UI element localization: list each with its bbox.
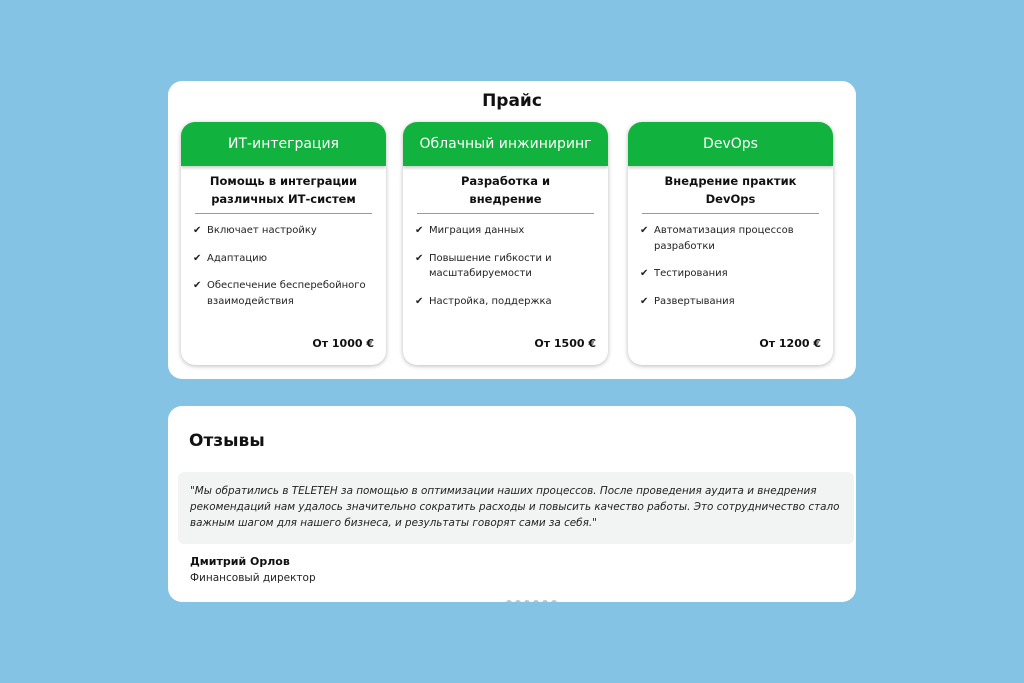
feature-item — [415, 294, 598, 310]
check-icon: ✔ — [193, 252, 202, 264]
feature-text: Миграция данных — [429, 225, 525, 236]
card-price: От 1000 € — [312, 337, 374, 350]
carousel-dot[interactable] — [515, 600, 521, 602]
review-author-name: Дмитрий Орлов — [190, 555, 290, 568]
review-quote-box — [178, 472, 854, 544]
card-subtitle: Помощь в интеграции различных ИТ-систем — [195, 172, 372, 214]
check-icon: ✔ — [193, 280, 202, 291]
feature-text: Развертывания — [654, 295, 735, 307]
carousel-dot[interactable] — [524, 600, 530, 602]
card-header: DevOps — [628, 122, 833, 166]
check-icon: ✔ — [640, 295, 649, 307]
review-author-role: Финансовый директор — [190, 572, 316, 584]
carousel-dot[interactable] — [533, 600, 539, 602]
card-subtitle: Разработка и внедрение — [417, 172, 594, 214]
carousel-dot[interactable] — [542, 600, 548, 602]
check-icon: ✔ — [415, 225, 424, 236]
check-icon: ✔ — [415, 252, 424, 264]
reviews-title: Отзывы — [189, 431, 265, 451]
check-icon: ✔ — [415, 295, 424, 307]
card-price: От 1500 € — [534, 337, 596, 350]
feature-text: Настройка, поддержка — [429, 295, 552, 307]
check-icon: ✔ — [640, 225, 649, 236]
feature-list — [628, 223, 833, 309]
check-icon: ✔ — [640, 268, 649, 279]
feature-item — [640, 294, 823, 310]
feature-item — [415, 251, 598, 282]
carousel-dots[interactable] — [506, 600, 557, 602]
feature-item — [193, 251, 376, 267]
feature-text: Тестирования — [654, 268, 728, 279]
feature-list — [181, 223, 386, 309]
feature-item — [640, 223, 823, 254]
feature-list — [403, 223, 608, 309]
card-subtitle: Внедрение практик DevOps — [642, 172, 819, 214]
reviews-panel — [168, 406, 856, 602]
pricing-card-cloud-engineering[interactable] — [403, 122, 608, 365]
card-header: Облачный инжиниринг — [403, 122, 608, 166]
feature-text: Адаптацию — [207, 252, 268, 264]
feature-text: Автоматизация процессов разработки — [654, 225, 794, 252]
feature-text: Включает настройку — [207, 225, 317, 236]
feature-item — [640, 266, 823, 282]
check-icon: ✔ — [193, 225, 202, 236]
card-header: ИТ-интеграция — [181, 122, 386, 166]
feature-item — [415, 223, 598, 239]
pricing-card-it-integration[interactable] — [181, 122, 386, 365]
card-price: От 1200 € — [759, 337, 821, 350]
review-quote: "Мы обратились в TELETEH за помощью в оптимизации наших процессов. После проведения аудита и внедрения рекомендаций нам удалось значительно сократить расходы и повысить качество работы. Это сотрудничество стало важным шагом для нашего бизнеса, и результаты говорят сами за себя." — [190, 485, 840, 529]
carousel-dot[interactable] — [551, 600, 557, 602]
feature-item — [193, 223, 376, 239]
feature-text: Обеспечение бесперебойного взаимодействия — [207, 280, 366, 307]
pricing-card-devops[interactable] — [628, 122, 833, 365]
feature-text: Повышение гибкости и масштабируемости — [429, 252, 552, 279]
feature-item — [193, 278, 376, 309]
carousel-dot[interactable] — [506, 600, 512, 602]
price-title: Прайс — [482, 91, 542, 111]
